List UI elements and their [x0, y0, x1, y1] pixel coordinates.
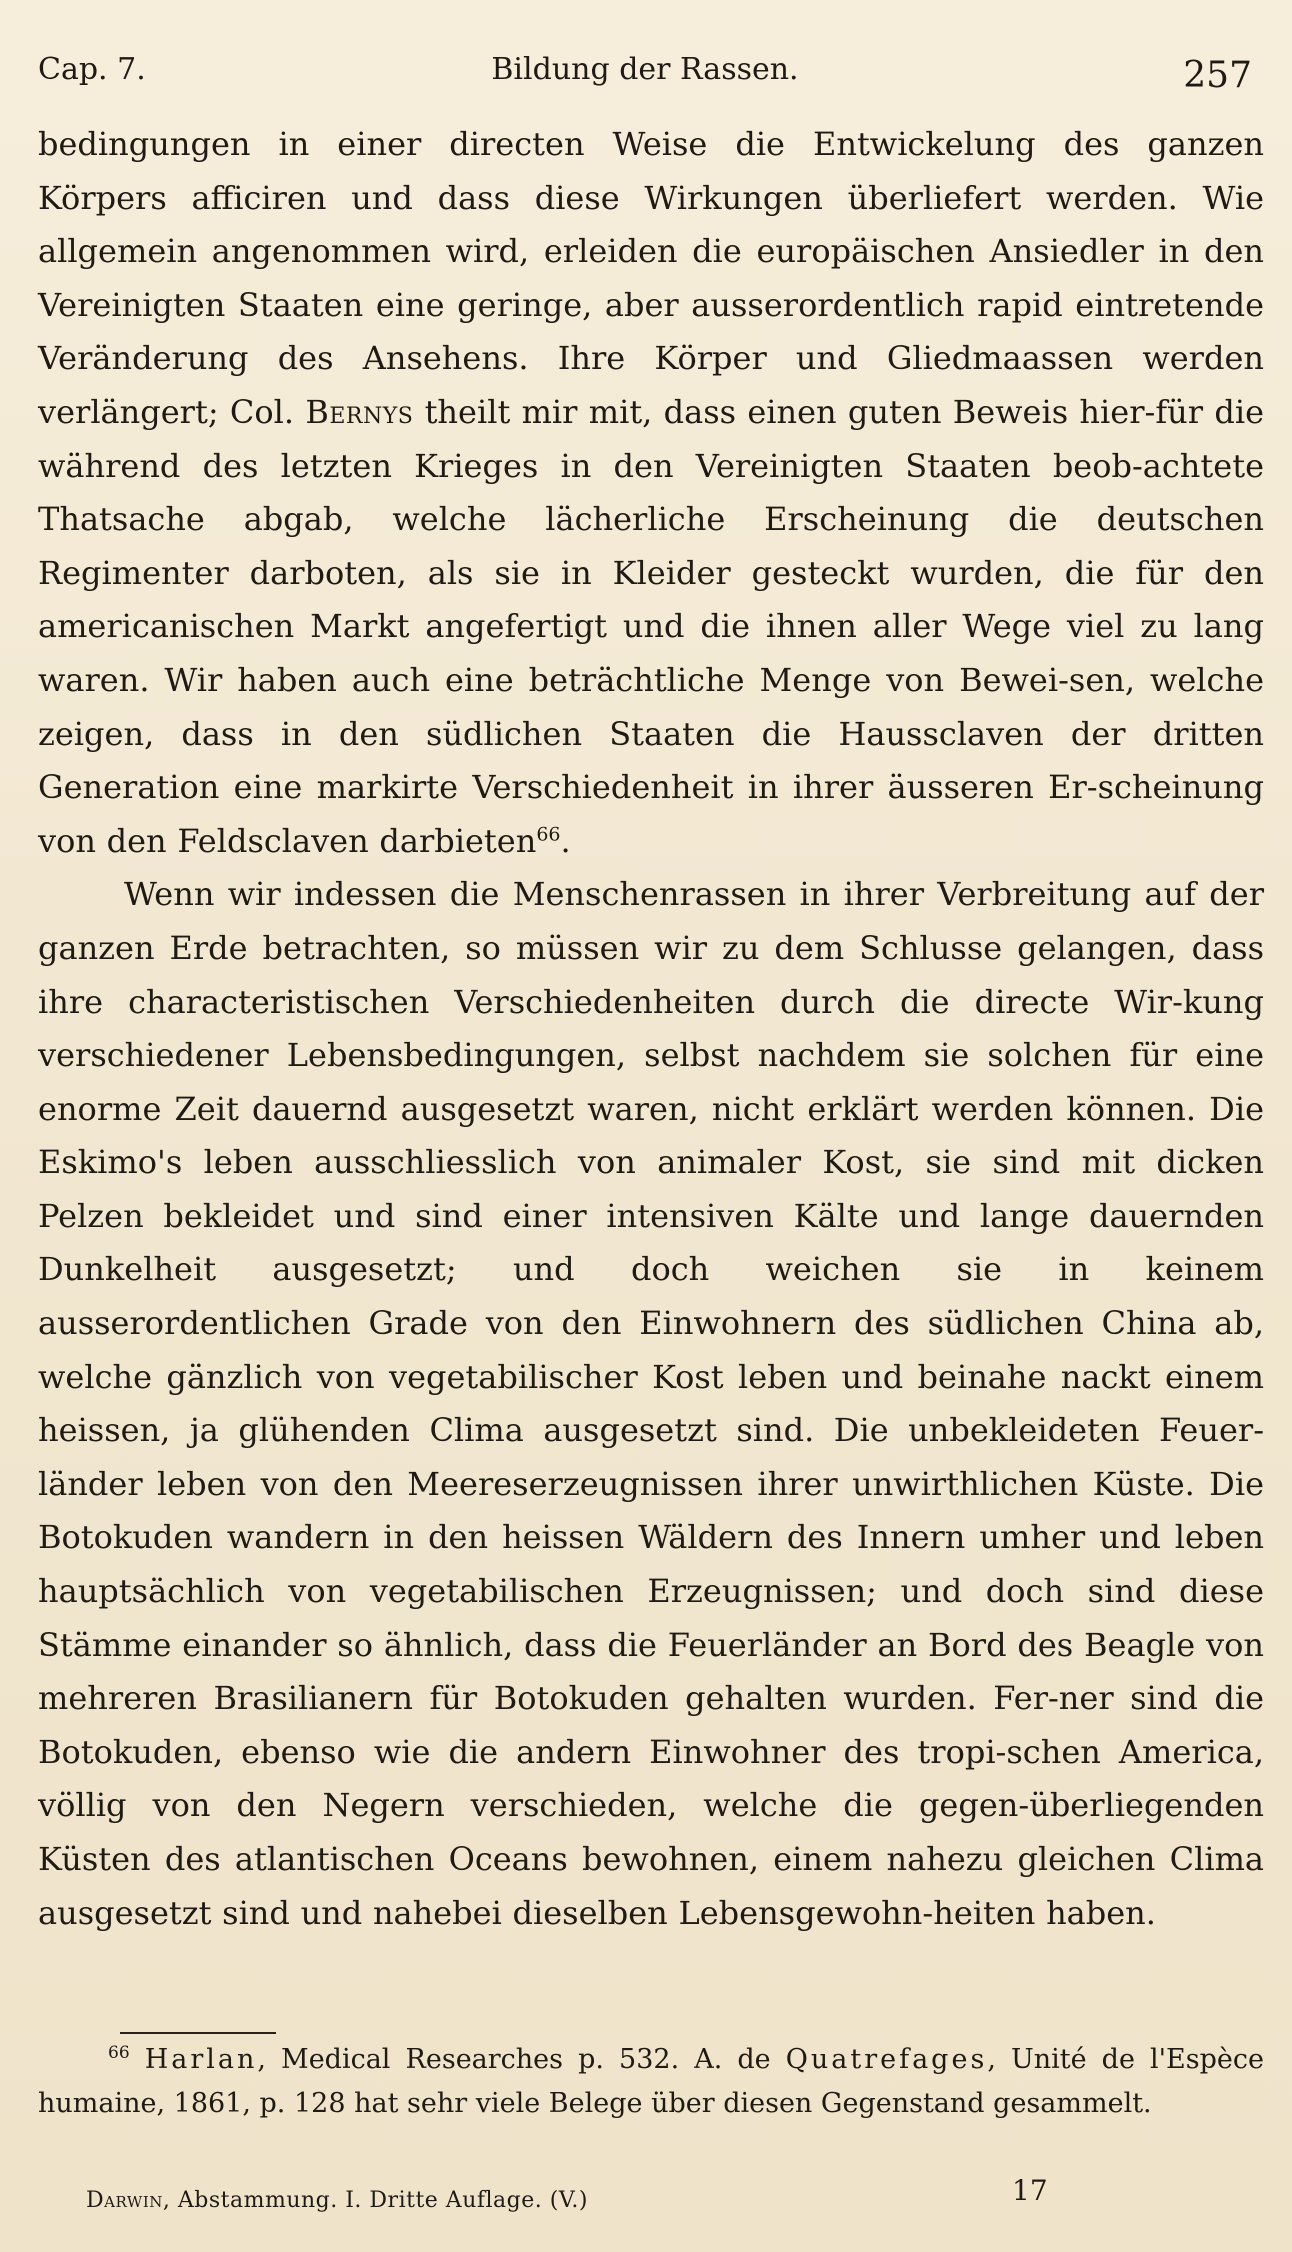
running-header	[38, 40, 1252, 100]
main-text	[38, 118, 1264, 1940]
printer-signature	[86, 2188, 588, 2213]
signature-name: Darwin	[86, 2188, 163, 2213]
page-number: 257	[1183, 55, 1252, 96]
paragraph-1-text-a: bedingungen in einer directen Weise die Entwickelung des ganzen Körpers afficiren und dass diese Wirkungen überliefert werden. Wie allgemein angenommen wird, erleiden die europäischen Ansiedler in den Vereinigten Staaten eine geringe, aber ausserordentlich rapid eintretende Veränderung des Ansehens. Ihre Körper und Gliedmaassen werden verlängert; Col.	[38, 125, 1264, 431]
footnote-author-quatrefages: Quatrefages	[785, 2044, 988, 2075]
footnote-ref-66: 66	[536, 823, 561, 846]
paragraph-1	[38, 118, 1264, 868]
footnote-66	[38, 2038, 1264, 2126]
signature-rest: , Abstammung. I. Dritte Auflage. (V.)	[162, 2188, 588, 2213]
footnote-text-2: , Unité de l'Espèce humaine, 1861, p. 128 hat sehr viele Belege über diesen Gegenstand gesammelt.	[38, 2044, 1264, 2119]
footnote-text-1: , Medical Researches p. 532. A. de	[257, 2044, 786, 2075]
footnote-marker: 66	[108, 2043, 130, 2063]
chapter-label: Cap. 7.	[38, 52, 146, 87]
sheet-number: 17	[1012, 2174, 1048, 2207]
paragraph-2: Wenn wir indessen die Menschenrassen in ihrer Verbreitung auf der ganzen Erde betrachten, so müssen wir zu dem Schlusse gelangen, dass ihre characteristischen Verschiedenheiten durch die directe Wir-kung verschiedener Lebensbedingungen, selbst nachdem sie solchen für eine enorme Zeit dauernd ausgesetzt waren, nicht erklärt werden können. Die Eskimo's leben ausschliesslich von animaler Kost, sie sind mit dicken Pelzen bekleidet und sind einer intensiven Kälte und lange dauernden Dunkelheit ausgesetzt; und doch weichen sie in keinem ausserordentlichen Grade von den Einwohnern des südlichen China ab, welche gänzlich von vegetabilischer Kost leben und beinahe nackt einem heissen, ja glühenden Clima ausgesetzt sind. Die unbekleideten Feuer-länder leben von den Meereserzeugnissen ihrer unwirthlichen Küste. Die Botokuden wandern in den heissen Wäldern des Innern umher und leben hauptsächlich von vegetabilischen Erzeugnissen; und doch sind diese Stämme einander so ähnlich, dass die Feuerländer an Bord des Beagle von mehreren Brasilianern für Botokuden gehalten wurden. Fer-ner sind die Botokuden, ebenso wie die andern Einwohner des tropi-schen America, völlig von den Negern verschieden, welche die gegen-überliegenden Küsten des atlantischen Oceans bewohnen, einem nahezu gleichen Clima ausgesetzt sind und nahebei dieselben Lebensgewohn-heiten haben.	[38, 875, 1264, 1932]
paragraph-1-text-b: theilt mir mit, dass einen guten Beweis hier-für die während des letzten Krieges in den Vereinigten Staaten beob-achtete Thatsache abgab, welche lächerliche Erscheinung die deutschen Regimenter darboten, als sie in Kleider gesteckt wurden, die für den americanischen Markt angefertigt und die ihnen aller Wege viel zu lang waren. Wir haben auch eine beträchtliche Menge von Bewei-sen, welche zeigen, dass in den südlichen Staaten die Haussclaven der dritten Generation eine markirte Verschiedenheit in ihrer äusseren Er-scheinung von den Feldsclaven darbieten	[38, 392, 1265, 860]
running-title: Bildung der Rassen.	[491, 52, 799, 87]
name-bernys: Bernys	[305, 392, 414, 431]
footnote-author-harlan: Harlan	[144, 2044, 258, 2075]
paragraph-1-end: .	[560, 821, 571, 860]
footnote-rule	[120, 2032, 276, 2034]
